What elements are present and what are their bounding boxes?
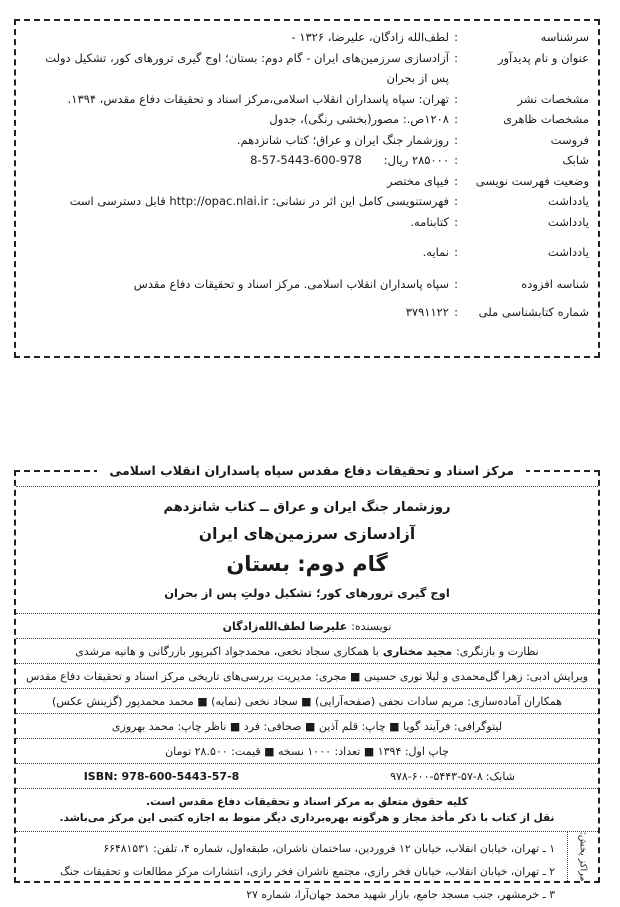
rights-note xyxy=(16,788,598,831)
cip-label: یادداشت xyxy=(547,214,589,229)
cip-label: مشخصات نشر xyxy=(517,91,589,106)
author-label: نویسنده: xyxy=(351,619,392,633)
main-title: گام دوم: بستان xyxy=(226,552,388,577)
title-page-box xyxy=(14,463,600,901)
cip-value: نمایه. xyxy=(422,245,449,259)
preparation-row xyxy=(16,688,598,713)
cip-row-national-bib-number xyxy=(25,302,589,323)
cip-value: ۳۷۹۱۱۲۲ xyxy=(405,305,449,319)
cip-colon: : xyxy=(454,30,458,44)
cip-value: آزادسازی سرزمین‌های ایران - گام دوم: بستان؛ اوج گیری ترورهای کور، تشکیل دولت پس از بحران xyxy=(41,50,449,85)
cip-row-note-index xyxy=(25,242,589,263)
supervision-name: مجید مختاری xyxy=(382,644,453,658)
cip-value: فهرستنویسی کامل این اثر در نشانی: http://opac.nlai.ir قابل دسترسی است xyxy=(69,194,449,208)
subtitle: اوج گیری ترورهای کور؛ تشکیل دولتِ پس از بحران xyxy=(164,585,450,600)
shabak-persian xyxy=(307,770,598,783)
lithography-row xyxy=(16,713,598,738)
cip-colon: : xyxy=(454,50,458,65)
cip-value: کتابنامه. xyxy=(410,214,449,229)
cip-colon: : xyxy=(454,194,458,208)
supervision-label: نظارت و بازنگری: xyxy=(456,644,539,658)
cip-value: فیپای مختصر xyxy=(387,173,449,188)
cip-label: سرشناسه xyxy=(540,30,589,44)
author-row xyxy=(16,613,598,638)
shabak-label: شابک: xyxy=(485,769,515,783)
cip-box xyxy=(14,19,600,358)
distribution-label-cell xyxy=(567,832,598,881)
cip-row-cataloging-status xyxy=(25,171,589,192)
rights-line-2: نقل از کتاب با ذکر مأخذ مجاز و هرگونه بهره‌برداری دیگر منوط به اجازه کتبی این مرکز می‌باشد. xyxy=(59,812,555,825)
series-line: روزشمار جنگ ایران و عراق ــ کتاب شانزدهم xyxy=(163,500,451,516)
author-name: علیرضا لطف‌الله‌زادگان xyxy=(222,619,348,633)
cip-row-note-opac xyxy=(25,191,589,212)
distribution-section xyxy=(16,831,598,901)
distribution-item: ۲ ـ تهران، خیابان انقلاب، خیابان فخر رازی، مجتمع ناشران فخر رازی، انتشارات مرکز مطالعات و تحقیقات جنگ xyxy=(60,865,555,878)
cip-table xyxy=(25,27,589,323)
cip-colon: : xyxy=(454,214,458,229)
cip-row-series xyxy=(25,130,589,151)
cip-label: فروست xyxy=(550,132,589,147)
cip-label: شناسه افزوده xyxy=(521,276,589,291)
cip-colon: : xyxy=(454,91,458,106)
cip-colon: : xyxy=(454,112,458,126)
distribution-item: ۱ ـ تهران، خیابان انقلاب، خیابان ۱۲ فروردین، ساختمان ناشران، طبقه‌اول، شماره ۴، تلفن: ۶۶۴۸۱۵۳۱ xyxy=(103,842,555,855)
org-header: مرکز اسناد و تحقیقات دفاع مقدس سپاه پاسداران انقلاب اسلامی xyxy=(97,462,526,480)
cip-row-added-entry xyxy=(25,274,589,295)
cip-value: تهران: سپاه پاسداران انقلاب اسلامی،مرکز اسناد و تحقیقات دفاع مقدس، ۱۳۹۴. xyxy=(67,91,449,106)
editing-row xyxy=(16,663,598,688)
cip-colon: : xyxy=(454,153,458,167)
lithography-text: لیتوگرافی: فرآیند گویا ■ چاپ: قلم آذین ■ صحافی: فرد ■ ناظر چاپ: محمد بهروزی xyxy=(111,719,503,733)
cip-row-note-bibliography xyxy=(25,212,589,233)
supervision-row xyxy=(16,638,598,663)
print-run-text: چاپ اول: ۱۳۹۴ ■ تعداد: ۱۰۰۰ نسخه ■ قیمت: ۲۸.۵۰۰ تومان xyxy=(165,744,449,758)
cip-colon: : xyxy=(454,305,458,319)
preparation-text: همکاران آماده‌سازی: مریم سادات نجفی (صفحه‌آرایی) ■ سجاد نخعی (نمایه) ■ محمد محمدپور (گزینش عکس) xyxy=(52,694,562,708)
cip-label: وضعیت فهرست نویسی xyxy=(475,173,589,188)
rights-line-1: کلیه حقوق متعلق به مرکز اسناد و تحقیقات دفاع مقدس است. xyxy=(146,795,468,808)
distribution-label: مراکز پخش: xyxy=(577,831,589,882)
distribution-list xyxy=(16,832,567,901)
editing-text: ویرایش ادبی: زهرا گل‌محمدی و لیلا نوری حسینی ■ مجری: مدیریت بررسی‌های تاریخی مرکز اسناد و تحقیقات دفاع مقدس xyxy=(25,669,589,683)
cip-value: روزشمار جنگ ایران و عراق؛ کتاب شانزدهم. xyxy=(236,132,449,147)
cip-colon: : xyxy=(454,276,458,291)
cip-row-title-author xyxy=(25,48,589,89)
cip-label: شابک xyxy=(562,153,589,167)
isbn-latin: ISBN: 978-600-5443-57-8 xyxy=(83,769,240,783)
cip-label: یادداشت xyxy=(547,245,589,259)
isbn-latin-cell xyxy=(16,770,307,783)
cip-colon: : xyxy=(454,245,458,259)
cip-colon: : xyxy=(454,132,458,147)
cip-value: سپاه پاسداران انقلاب اسلامی. مرکز اسناد و تحقیقات دفاع مقدس xyxy=(133,276,449,291)
cip-label: یادداشت xyxy=(547,194,589,208)
cip-label: مشخصات ظاهری xyxy=(503,112,589,126)
cip-value: ۲۸۵۰۰۰ ریال: 978-600-5443-57-8 xyxy=(250,153,449,167)
cip-row-publication xyxy=(25,89,589,110)
cip-colon: : xyxy=(454,173,458,188)
supervision-rest: با همکاری سجاد نخعی، محمدجواد اکبرپور بازرگانی و هانیه مرشدی xyxy=(75,644,379,658)
cip-row-main-entry xyxy=(25,27,589,48)
shabak-number: ۹۷۸-۶۰۰-۵۴۴۳-۵۷-۸ xyxy=(390,769,483,783)
book-series-title: آزادسازی سرزمین‌های ایران xyxy=(198,524,416,543)
cip-row-physical xyxy=(25,109,589,130)
title-block xyxy=(16,486,598,613)
distribution-item: ۳ ـ خرمشهر، جنب مسجد جامع، بازار شهید محمد جهان‌آرا، شماره ۲۷ xyxy=(246,888,555,901)
cip-value: لطف‌الله زادگان، علیرضا، ۱۳۲۶ - xyxy=(291,30,449,44)
cip-row-isbn xyxy=(25,150,589,171)
isbn-row xyxy=(16,763,598,788)
cip-value: ۱۲۰۸ص.: مصور(بخشی رنگی)، جدول xyxy=(269,112,449,126)
print-run-row xyxy=(16,738,598,763)
cip-label: شماره کتابشناسی ملی xyxy=(478,305,589,319)
cip-label: عنوان و نام پدیدآور xyxy=(497,50,589,65)
